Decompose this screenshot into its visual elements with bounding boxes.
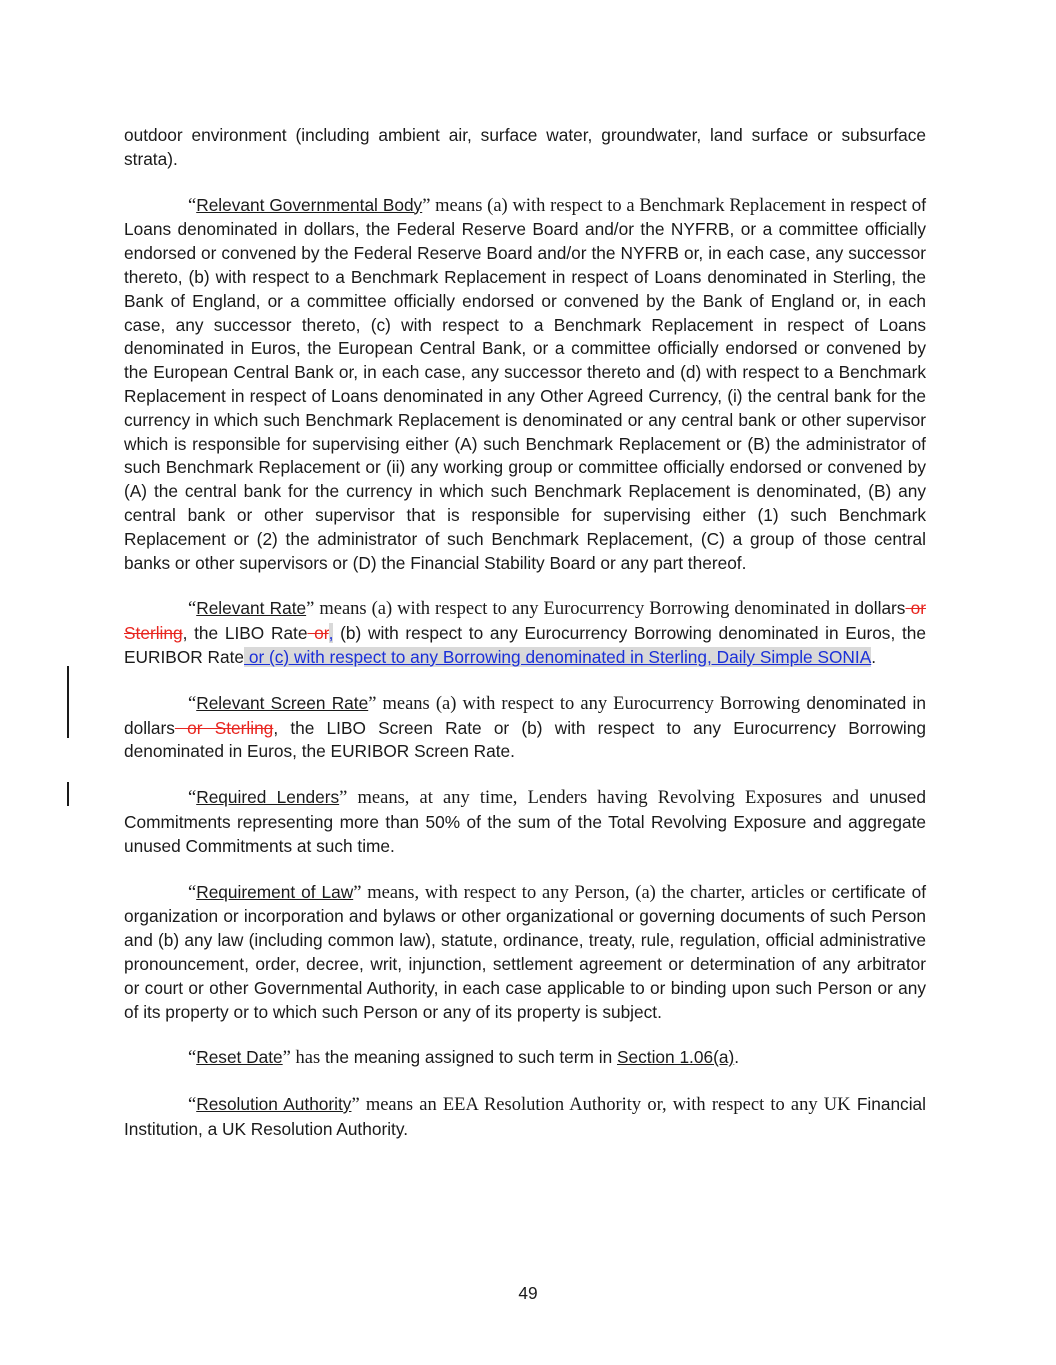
definition-text: , the LIBO Screen Rate or (b) with respect to any Eurocurrency Borrowing denominated in Euros, the EURIBOR Screen Rate.: [124, 717, 926, 762]
definition-relevant-governmental-body: [124, 194, 926, 576]
defined-term: Resolution Authority: [196, 1094, 352, 1115]
defined-term: Relevant Governmental Body: [196, 194, 423, 215]
defined-term: Requirement of Law: [196, 881, 354, 902]
definition-relevant-screen-rate: [124, 692, 926, 764]
defined-term: Relevant Rate: [196, 598, 307, 619]
section-reference-link[interactable]: Section 1.06(a): [617, 1047, 735, 1068]
definition-end: .: [734, 1047, 740, 1068]
open-quote: “: [188, 882, 197, 903]
open-quote: “: [188, 788, 197, 809]
definition-body: unused Commitments representing more than 50% of the sum of the Total Revolving Exposure and aggregate unused Commitments at such time.: [124, 787, 927, 856]
definition-reset-date: [124, 1046, 926, 1071]
page-number: 49: [518, 1283, 538, 1303]
definition-body: respect of Loans denominated in dollars, the Federal Reserve Board and/or the NYFRB, or a committee officially endorsed or convened by the Federal Reserve Board and/or the NYFRB or, in each case, any successor thereto, (b) with respect to a Benchmark Replacement in respect of Loans denominated in Sterling, the Bank of England, or a committee officially endorsed or convened by the Bank of England or, in each case, any successor thereto, (c) with respect to a Benchmark Replacement in respect of Loans denominated in Euros, the European Central Bank, or a committee officially endorsed or convened by the European Central Bank or, in each case, any successor thereto and (d) with respect to a Benchmark Replacement in respect of Loans denominated in any Other Agreed Currency, (i) the central bank for the currency in which such Benchmark Replacement is denominated or any central bank or other supervisor which is responsible for supervising either (A) such Benchmark Replacement or (B) the administrator of such Benchmark Replacement or (ii) any working group or committee officially endorsed or convened by (A) the central bank for the currency in which such Benchmark Replacement is denominated, (B) any central bank or other supervisor that is responsible for supervising either (1) such Benchmark Replacement or (2) the administrator of such Benchmark Replacement, (C) a group of those central banks or other supervisors or (D) the Financial Stability Board or any part thereof.: [124, 194, 926, 573]
open-quote: “: [188, 1095, 197, 1116]
deleted-text: or Sterling: [174, 717, 274, 738]
open-quote: “: [188, 693, 197, 714]
definition-body: the meaning assigned to such term in: [320, 1047, 617, 1068]
definition-lead: ” means (a) with respect to any Eurocurrency Borrowing: [368, 693, 801, 714]
open-quote: “: [188, 599, 197, 620]
document-page: [124, 124, 926, 1164]
defined-term: Reset Date: [196, 1047, 283, 1068]
change-bar: [67, 782, 69, 806]
open-quote: “: [188, 1048, 197, 1069]
definition-required-lenders: [124, 786, 926, 858]
definition-relevant-rate: [124, 597, 926, 669]
inserted-text: ,: [328, 623, 334, 644]
open-quote: “: [188, 195, 197, 216]
definition-text: denominated in dollars: [124, 692, 926, 738]
deleted-text: or Sterling: [124, 598, 927, 644]
definition-text: dollars: [849, 598, 906, 619]
definition-lead: ” means an EEA Resolution Authority or, with respect to any UK: [351, 1095, 851, 1116]
definition-text: , the LIBO Rate: [182, 623, 308, 644]
deleted-text: or: [307, 623, 329, 644]
definition-text: (b) with respect to any Eurocurrency Borrowing denominated in Euros, the EURIBOR Rate: [124, 623, 926, 667]
intro-paragraph: outdoor environment (including ambient air, surface water, groundwater, land surface or subsurface strata).: [124, 125, 926, 169]
inserted-text: or (c) with respect to any Borrowing denominated in Sterling, Daily Simple SONIA: [244, 646, 872, 667]
defined-term: Required Lenders: [196, 787, 340, 808]
change-bar: [67, 666, 69, 738]
definition-lead: ” has: [282, 1048, 321, 1069]
definition-lead: ” means, with respect to any Person, (a) the charter, articles or: [353, 882, 826, 903]
definition-body: certificate of organization or incorporation and bylaws or other organizational or governing documents of such Person and (b) any law (including common law), statute, ordinance, treaty, rule, regulation, official administrative pronouncement, order, decree, writ, injunction, settlement agreement or determination of any arbitrator or court or other Governmental Authority, in each case applicable to or binding upon such Person or any of its property or to which such Person or any of its property is subject.: [124, 881, 927, 1022]
definition-lead: ” means, at any time, Lenders having Revolving Exposures and: [339, 788, 859, 809]
definition-requirement-of-law: [124, 881, 926, 1025]
definition-lead: ” means (a) with respect to a Benchmark Replacement in: [422, 195, 846, 216]
definition-resolution-authority: [124, 1093, 926, 1142]
definition-end: .: [871, 646, 877, 667]
definition-lead: ” means (a) with respect to any Eurocurrency Borrowing denominated in: [306, 599, 850, 620]
defined-term: Relevant Screen Rate: [196, 692, 369, 713]
definition-body: Financial Institution, a UK Resolution Authority.: [124, 1094, 926, 1139]
